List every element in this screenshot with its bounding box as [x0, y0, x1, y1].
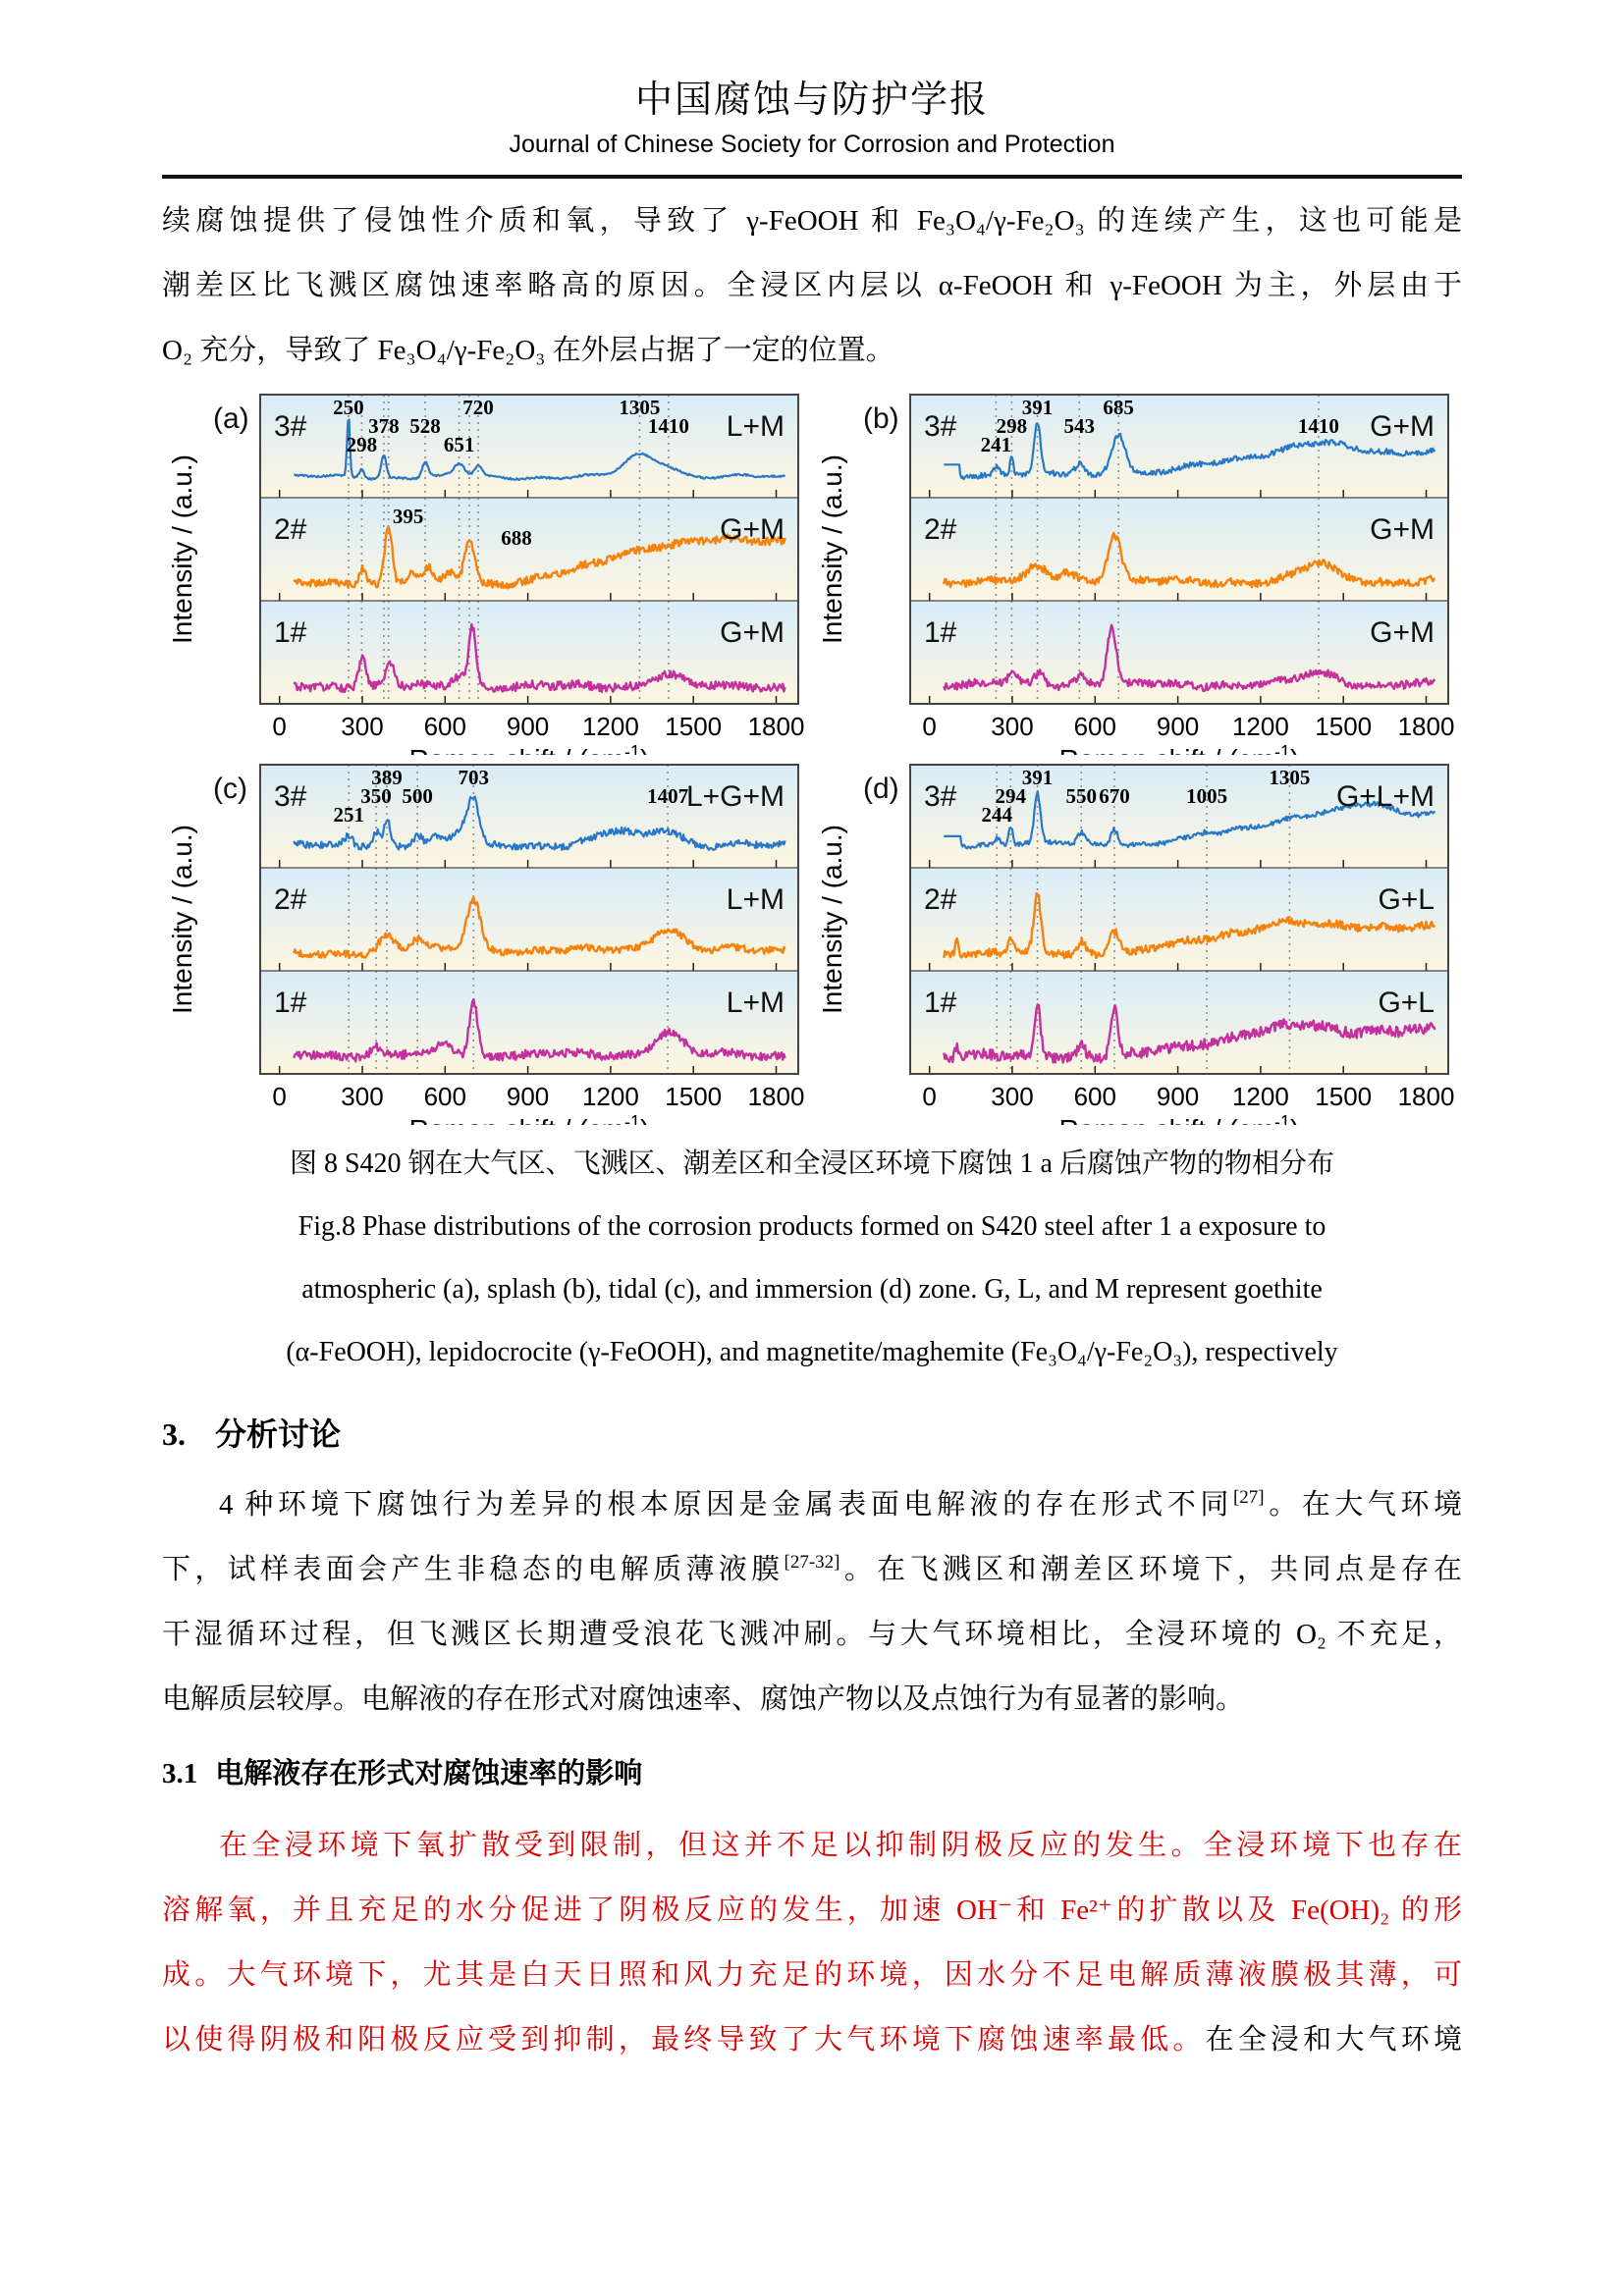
x-tick-label: 1800 — [747, 712, 805, 741]
x-tick-label: 0 — [272, 712, 287, 741]
analysis-paragraph — [162, 1472, 1462, 1732]
y-axis-label: Intensity / (a.u.) — [167, 454, 197, 644]
phase-label: G+M — [720, 616, 785, 649]
sample-label: 3# — [274, 780, 307, 813]
x-tick-label: 1500 — [1315, 1082, 1373, 1111]
figure-panel-c — [162, 755, 812, 1125]
peak-label: 294 — [995, 784, 1027, 808]
figure-panel-b — [812, 385, 1462, 755]
text-segment: 干湿循环过程，但飞溅区长期遭受浪花飞溅冲刷。与大气环境相比，全浸环境的 O₂ 不充足， — [162, 1619, 1462, 1650]
journal-title-en: Journal of Chinese Society for Corrosion and Protection — [509, 131, 1115, 158]
text-segment: 以使得阴极和阳极反应受到抑制，最终导致了大气环境下腐蚀速率最低。 — [162, 2024, 1206, 2056]
text-segment: 续腐蚀提供了侵蚀性介质和氧，导致了 γ-FeOOH 和 Fe₃O₄/γ-Fe₂O₃ 的连续产生，这也可能是 — [162, 205, 1462, 237]
text-segment: 电解质层较厚。电解液的存在形式对腐蚀速率、腐蚀产物以及点蚀行为有显著的影响。 — [162, 1683, 1245, 1715]
sample-label: 2# — [274, 883, 307, 916]
peak-label: 350 — [360, 784, 392, 808]
x-tick-label: 1500 — [1315, 712, 1373, 741]
x-tick-label: 1500 — [665, 1082, 723, 1111]
text-line — [162, 318, 1462, 383]
sample-label: 3# — [924, 780, 957, 813]
text-line — [162, 1943, 1462, 2007]
x-tick-label: 1200 — [581, 1082, 639, 1111]
x-tick-label: 900 — [506, 1082, 550, 1111]
header-rule — [162, 175, 1462, 179]
peak-label: 1305 — [619, 396, 661, 419]
x-axis-label: -1 — [1274, 742, 1291, 755]
x-axis-label: -1 — [624, 742, 641, 755]
raman-chart-b — [812, 385, 1462, 755]
peak-label: 651 — [443, 433, 475, 456]
section-3-1-heading — [162, 1751, 1462, 1791]
x-axis-label: -1 — [624, 1112, 641, 1125]
phase-label: G+M — [1370, 513, 1435, 546]
text-segment: 在全浸和大气环境 — [1205, 2024, 1462, 2056]
sample-label: 3# — [924, 410, 957, 443]
sample-label: 2# — [274, 513, 307, 546]
peak-label: 528 — [409, 414, 441, 438]
caption-line-en-2: atmospheric (a), splash (b), tidal (c), and immersion (d) zone. G, L, and M represent goethite — [301, 1274, 1323, 1305]
text-segment: 。在飞溅区和潮差区环境下，共同点是存在 — [839, 1554, 1462, 1585]
red-paragraph — [162, 1813, 1462, 2072]
peak-label: 688 — [501, 526, 532, 550]
text-segment: 。在大气环境 — [1264, 1489, 1462, 1521]
citation-superscript: [27-32] — [784, 1552, 840, 1573]
phase-label: L+G+M — [685, 780, 785, 813]
intro-paragraph — [162, 188, 1462, 383]
peak-label: 1407 — [647, 784, 689, 808]
text-line — [162, 1878, 1462, 1943]
peak-label: 670 — [1099, 784, 1130, 808]
figure-8 — [162, 385, 1462, 1125]
text-segment: 成。大气环境下，尤其是白天日照和风力充足的环境，因水分不足电解质薄液膜极其薄，可 — [162, 1959, 1462, 1991]
peak-label: 298 — [996, 414, 1028, 438]
text-line — [162, 1537, 1462, 1602]
panel-letter: (a) — [213, 402, 249, 435]
caption-line-en-3: (α-FeOOH), lepidocrocite (γ-FeOOH), and magnetite/maghemite (Fe₃O₄/γ-Fe₂O₃), respectively — [286, 1337, 1338, 1367]
text-segment: 潮差区比飞溅区腐蚀速率略高的原因。全浸区内层以 α-FeOOH 和 γ-FeOOH 为主，外层由于 — [162, 270, 1462, 301]
text-segment: 在全浸环境下氧扩散受到限制，但这并不足以抑制阴极反应的发生。全浸环境下也存在 — [219, 1830, 1462, 1861]
x-tick-label: 600 — [1073, 712, 1116, 741]
peak-label: 391 — [1021, 766, 1054, 789]
panel-letter: (c) — [213, 773, 247, 805]
x-tick-label: 1800 — [1397, 1082, 1455, 1111]
section-3-heading — [162, 1410, 1462, 1455]
sample-label: 3# — [274, 410, 307, 443]
sample-label: 1# — [274, 987, 307, 1019]
peak-label: 703 — [458, 766, 489, 789]
peak-label: 1410 — [1297, 414, 1339, 438]
peak-label: 1305 — [1269, 766, 1311, 789]
sample-label: 1# — [924, 987, 957, 1019]
text-line — [162, 2007, 1462, 2072]
phase-label: L+M — [726, 987, 785, 1019]
x-tick-label: 1800 — [747, 1082, 805, 1111]
peak-label: 550 — [1065, 784, 1097, 808]
sample-label: 1# — [924, 616, 957, 649]
x-tick-label: 900 — [506, 712, 550, 741]
peak-label: 543 — [1063, 414, 1096, 438]
text-line — [162, 253, 1462, 318]
section-3-1-title: 电解液存在形式对腐蚀速率的影响 — [215, 1758, 643, 1789]
x-tick-label: 1200 — [581, 712, 639, 741]
caption-line-cn: 图 8 S420 钢在大气区、飞溅区、潮差区和全浸区环境下腐蚀 1 a 后腐蚀产物的物相分布 — [289, 1148, 1334, 1179]
phase-label: G+M — [1370, 616, 1435, 649]
x-tick-label: 1500 — [665, 712, 723, 741]
x-tick-label: 900 — [1156, 1082, 1200, 1111]
peak-label: 720 — [462, 396, 494, 419]
x-tick-label: 1800 — [1397, 712, 1455, 741]
peak-label: 251 — [333, 803, 364, 827]
sample-label: 2# — [924, 513, 957, 546]
text-segment: 溶解氧，并且充足的水分促进了阴极反应的发生，加速 OH⁻和 Fe²⁺的扩散以及 Fe(OH)₂ 的形 — [162, 1895, 1462, 1926]
caption-line-en-1: Fig.8 Phase distributions of the corrosion products formed on S420 steel after 1 a exposure to — [298, 1211, 1326, 1242]
peak-label: 298 — [346, 433, 378, 456]
sample-label: 2# — [924, 883, 957, 916]
x-tick-label: 1200 — [1231, 712, 1289, 741]
x-tick-label: 300 — [991, 712, 1034, 741]
sample-label: 1# — [274, 616, 307, 649]
peak-label: 241 — [980, 433, 1012, 456]
text-line — [162, 1602, 1462, 1667]
section-3-title: 分析讨论 — [215, 1416, 342, 1452]
peak-label: 395 — [392, 505, 424, 528]
text-line — [162, 188, 1462, 253]
text-line — [162, 1667, 1462, 1732]
peak-label: 378 — [368, 414, 400, 438]
panel-letter: (d) — [863, 773, 899, 805]
x-tick-label: 600 — [423, 712, 466, 741]
text-line — [162, 1472, 1462, 1537]
raman-chart-d — [812, 755, 1462, 1125]
phase-label: G+L — [1378, 883, 1435, 916]
x-tick-label: 300 — [341, 1082, 384, 1111]
x-tick-label: 300 — [341, 712, 384, 741]
x-tick-label: 0 — [272, 1082, 287, 1111]
phase-label: G+L+M — [1335, 780, 1435, 813]
phase-label: L+M — [726, 410, 785, 443]
peak-label: 1410 — [647, 414, 689, 438]
text-segment: 4 种环境下腐蚀行为差异的根本原因是金属表面电解液的存在形式不同 — [219, 1489, 1233, 1521]
x-axis-label: -1 — [1274, 1112, 1291, 1125]
phase-label: L+M — [726, 883, 785, 916]
figure-caption — [162, 1133, 1462, 1384]
y-axis-label: Intensity / (a.u.) — [817, 825, 847, 1014]
peak-label: 500 — [402, 784, 433, 808]
y-axis-label: Intensity / (a.u.) — [817, 454, 847, 644]
x-tick-label: 0 — [922, 712, 937, 741]
peak-label: 389 — [371, 766, 403, 789]
peak-label: 685 — [1103, 396, 1134, 419]
phase-label: G+L — [1378, 987, 1435, 1019]
peak-label: 391 — [1021, 396, 1054, 419]
journal-header — [162, 69, 1462, 179]
y-axis-label: Intensity / (a.u.) — [167, 825, 197, 1014]
peak-label: 250 — [333, 396, 364, 419]
figure-panel-a — [162, 385, 812, 755]
x-tick-label: 0 — [922, 1082, 937, 1111]
figure-panel-d — [812, 755, 1462, 1125]
text-segment: O₂ 充分，导致了 Fe₃O₄/γ-Fe₂O₃ 在外层占据了一定的位置。 — [162, 335, 894, 366]
journal-title-cn: 中国腐蚀与防护学报 — [634, 80, 989, 121]
raman-chart-c — [162, 755, 812, 1125]
citation-superscript: [27] — [1232, 1487, 1265, 1508]
text-segment: 下，试样表面会产生非稳态的电解质薄液膜 — [162, 1554, 785, 1585]
x-tick-label: 600 — [423, 1082, 466, 1111]
text-line — [162, 1813, 1462, 1878]
peak-label: 1005 — [1186, 784, 1228, 808]
x-tick-label: 1200 — [1231, 1082, 1289, 1111]
x-tick-label: 600 — [1073, 1082, 1116, 1111]
panel-letter: (b) — [863, 402, 899, 435]
section-3-1-number: 3.1 — [162, 1758, 198, 1789]
x-tick-label: 900 — [1156, 712, 1200, 741]
x-tick-label: 300 — [991, 1082, 1034, 1111]
peak-label: 244 — [981, 803, 1012, 827]
section-3-number: 3. — [162, 1416, 186, 1452]
phase-label: G+M — [720, 513, 785, 546]
raman-chart-a — [162, 385, 812, 755]
phase-label: G+M — [1370, 410, 1435, 443]
